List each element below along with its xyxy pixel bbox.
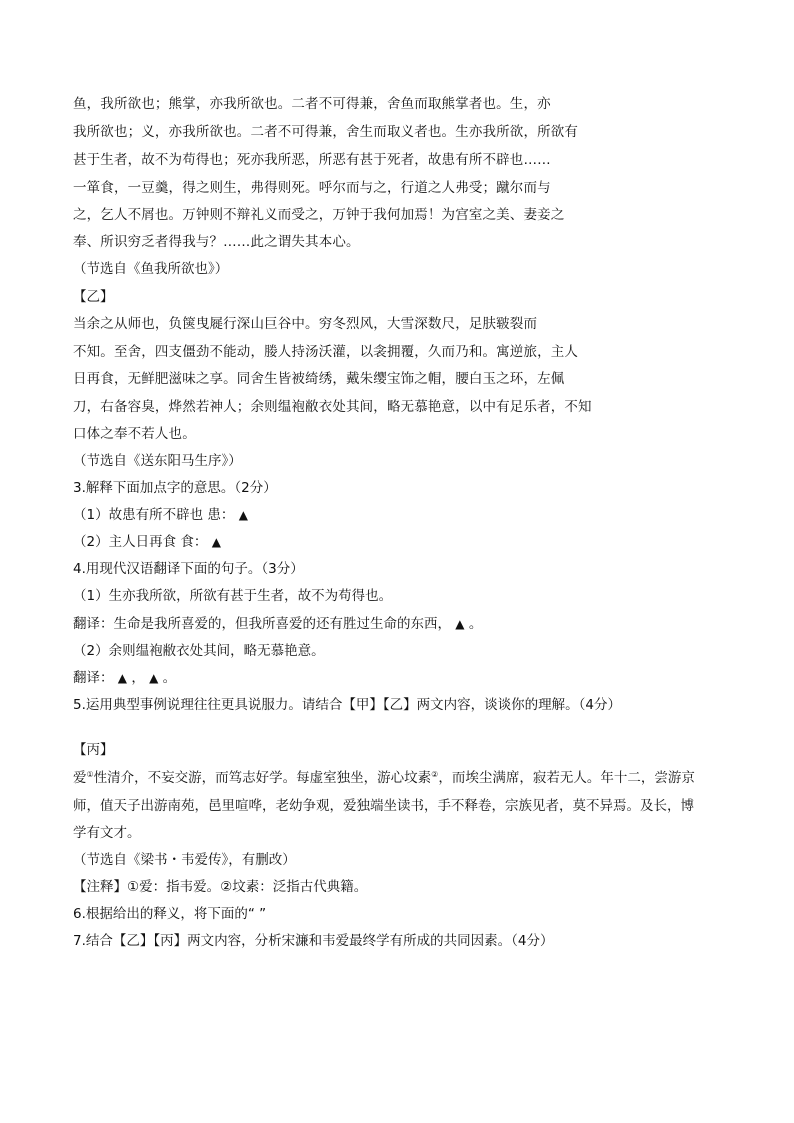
q4-sentence-1: （1）生亦我所欲，所欲有甚于生者，故不为苟得也。 (73, 588, 393, 604)
answer-blank-marker: ▲ (117, 671, 128, 685)
yi-line-2: 不知。至舍，四支僵劲不能动，媵人持汤沃灌，以衾拥覆，久而乃和。寓逆旅，主人 (73, 344, 579, 360)
yi-line-4: 刀，右备容臭，烨然若神人；余则缊袍敝衣处其间，略无慕艳意，以中有足乐者，不知 (73, 399, 592, 415)
q6-text: 6.根据给出的释义，将下面的“ ” (73, 906, 267, 922)
answer-blank-marker: ▲ (149, 671, 159, 685)
yi-line-3: 日再食，无鲜肥滋味之享。同舍生皆被绮绣，戴朱缨宝饰之帽，腰白玉之环，左佩 (73, 371, 565, 387)
jia-line-4: 一箪食，一豆羹，得之则生，弗得则死。呼尔而与之，行道之人弗受；蹴尔而与 (73, 180, 551, 196)
answer-blank-marker: ▲ (455, 617, 465, 631)
q7-text: 7.结合【乙】【丙】两文内容，分析宋濂和韦爱最终学有所成的共同因素。（4分） (73, 933, 554, 949)
q3-item-1 (73, 505, 248, 525)
q4-sentence-2: （2）余则缊袍敝衣处其间，略无慕艳意。 (73, 643, 325, 659)
jia-line-3: 甚于生者，故不为苟得也；死亦我所恶，所恶有甚于死者，故患有所不辟也…… (73, 152, 551, 168)
answer-blank-marker: ▲ (238, 508, 248, 522)
bing-header: 【丙】 (73, 742, 114, 758)
q3-item-1-text: （1）故患有所不辟也 患： (73, 507, 235, 523)
jia-source: （节选自《鱼我所欲也》） (73, 261, 229, 277)
bing-line-1-start: 爱 (73, 770, 87, 786)
translation-1-text: 翻译：生命是我所喜爱的，但我所喜爱的还有胜过生命的东西， (73, 616, 451, 632)
yi-source: （节选自《送东阳马生序》） (73, 453, 242, 469)
translation-2-label: 翻译： (73, 670, 114, 686)
jia-line-2: 我所欲也；义，亦我所欲也。二者不可得兼，舍生而取义者也。生亦我所欲，所欲有 (73, 124, 579, 140)
yi-line-1: 当余之从师也，负箧曳屣行深山巨谷中。穷冬烈风，大雪深数尺，足肤皲裂而 (73, 316, 538, 332)
q4-title: 4.用现代汉语翻译下面的句子。（3分） (73, 561, 304, 577)
q5-text: 5.运用典型事例说理往往更具说服力。请结合【甲】【乙】两文内容，谈谈你的理解。（4分） (73, 697, 621, 713)
yi-line-5: 口体之奉不若人也。 (73, 426, 196, 442)
q3-title: 3.解释下面加点字的意思。（2分） (73, 480, 277, 496)
q4-translation-2 (73, 668, 176, 688)
note-marker-2: ② (431, 770, 439, 779)
translation-2-comma: ， (131, 670, 145, 686)
bing-line-1-middle: 性清介，不妄交游，而笃志好学。每虚室独坐，游心坟素 (93, 770, 432, 786)
jia-line-5: 之，乞人不屑也。万钟则不辩礼义而受之，万钟于我何加焉！为宫室之美、妻妾之 (73, 207, 565, 223)
q4-translation-1 (73, 614, 482, 634)
q3-item-2-text: （2）主人日再食 食： (73, 534, 208, 550)
note-marker-1: ① (86, 770, 94, 779)
bing-line-1-end: ，而埃尘满席，寂若无人。年十二，尝游京 (438, 770, 695, 786)
bing-source: （节选自《梁书・韦爱传》，有删改） (73, 852, 296, 868)
translation-1-end: 。 (468, 616, 483, 632)
yi-header: 【乙】 (73, 289, 114, 305)
translation-2-end: 。 (162, 670, 177, 686)
bing-notes: 【注释】①爱：指韦爱。②坟素：泛指古代典籍。 (73, 879, 368, 895)
bing-line-2: 师，值天子出游南苑，邑里喧哗，老幼争观，爱独端坐读书，手不释卷，宗族见者，莫不异焉。及长，博 (73, 798, 694, 814)
jia-line-1: 鱼，我所欲也；熊掌，亦我所欲也。二者不可得兼，舍鱼而取熊掌者也。生，亦 (73, 96, 551, 112)
q3-item-2 (73, 532, 221, 552)
bing-line-3: 学有文才。 (73, 825, 141, 841)
bing-line-1 (73, 768, 695, 788)
answer-blank-marker: ▲ (211, 535, 221, 549)
jia-line-6: 奉、所识穷乏者得我与？……此之谓失其本心。 (73, 234, 360, 250)
